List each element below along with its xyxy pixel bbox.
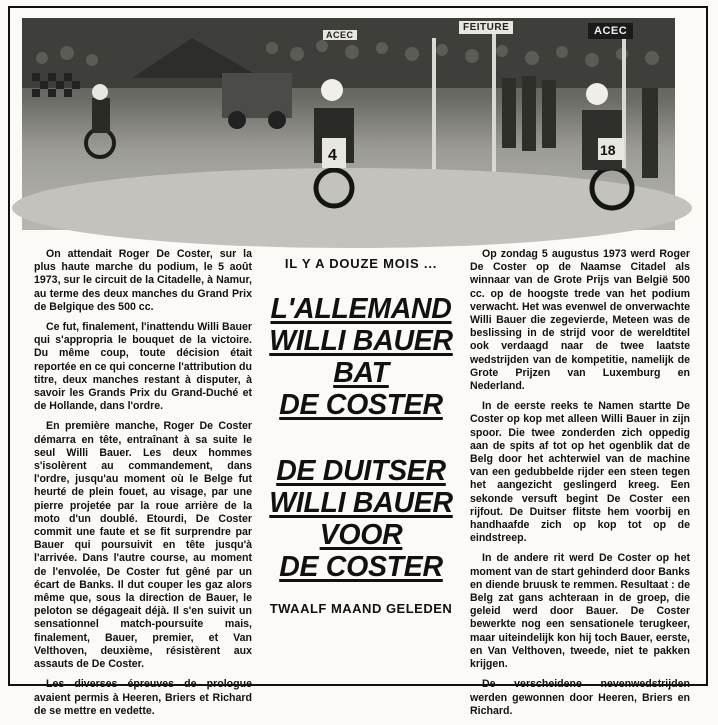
center-headlines (260, 248, 462, 616)
banner-sign: FEITURE (459, 21, 513, 34)
nl-paragraph: In de eerste reeks te Namen startte De Coster op kop met alleen Willi Bauer in zijn spoor. Die twee zonderden zich oppedig aan de spits af tot op het ogenblik dat de Belg door het achterwiel van de machine van een gedubbelde rijder een steen tegen het aangezicht geslingerd kreeg. Een sekonde versuft begint De Coster een rijfout. De Duitser flitste hem voorbij en handhaafde zich op kop tot op de eindstreep. (470, 400, 690, 545)
rider-number-4: 4 (328, 147, 337, 164)
article-frame (8, 6, 708, 717)
fr-paragraph: Ce fut, finalement, l'inattendu Willi Bauer qui s'appropria le bouquet de la victoire. Du même coup, toute décision était reportée en ce qui concerne l'attribution du titre, deux manches restant à disputer, à savoir les Grands Prix du Grand-Duché et de Hollande, dans l'ordre. (34, 321, 252, 413)
headline-line: WILLI BAUER (269, 325, 453, 357)
fr-paragraph: En première manche, Roger De Coster démarra en tête, entraînant à sa suite le seul Willi Bauer. Les deux hommes s'isolèrent au commandement, dans l'ordre, jusqu'au moment où le Belge fut heurté de plein fouet, au visage, par une pierre projetée par la roue arrière de la moto d'un doublé. Etourdi, De Coster commit une faute et se fit surprendre par Bauer qui poursuivit en tête jusqu'à l'arrivée. Dans l'autre course, au moment de l'envolée, De Coster fut gêné par un écart de Banks. Il dut couper les gaz alors même que, sous la direction de Bauer, le peloton se dégageait déjà. Il s'en suivit un sensationnel match-poursuite mais, finalement, Bauer, premier, et Van Velthoven, deuxième, résistèrent aux assauts de De Coster. (34, 420, 252, 671)
nl-paragraph: De verscheidene nevenwedstrijden werden gewonnen door Heeren, Briers en Richard. (470, 678, 690, 717)
headline-line: DE DUITSER (276, 455, 446, 487)
headline-line: BAT (333, 357, 389, 389)
nl-paragraph: Op zondag 5 augustus 1973 werd Roger De Coster op de Naamse Citadel als winnaar van de Grote Prijs van België 500 cc. op de hoogste trede van het podium verwacht. Het was evenwel de onverwachte Willi Bauer die zegevierde, Meteen was de beslissing in de strijd voor de wereldtitel ook verdaagd naar de twee laatste wedstrijden van de kompetitie, namelijk de Grote Prijzen van Luxemburg en Nederland. (470, 248, 690, 393)
headline-line: VOOR (319, 519, 403, 551)
kicker-dutch: TWAALF MAAND GELEDEN (269, 601, 453, 616)
rider-number-18: 18 (600, 142, 616, 158)
motocross-photo (22, 18, 675, 230)
headline-line: WILLI BAUER (269, 487, 453, 519)
fr-paragraph: On attendait Roger De Coster, sur la plus haute marche du podium, le 5 août 1973, sur le circuit de la Citadelle, à Namur, au terme des deux manches du Grand Prix de Belgique des 500 cc. (34, 248, 252, 313)
headline-line: DE COSTER (279, 389, 443, 421)
headline-line: L'ALLEMAND (270, 293, 452, 325)
article-dutch (470, 248, 690, 725)
headline-french (260, 293, 462, 421)
acec-sign-small: ACEC (323, 30, 357, 40)
nl-paragraph: In de andere rit werd De Coster op het moment van de start gehinderd door Banks en diende bruusk te remmen. Resultaat : de Belg zat gans achteraan in de groep, die geleid werd door Bauer. De Coster bewerkte nog een sensationele terugkeer, maar uiteindelijk kon hij toch Bauer, eerste, en Van Velthoven, tweede, niet te pakken krijgen. (470, 552, 690, 671)
article-french (34, 248, 252, 725)
kicker-french: IL Y A DOUZE MOIS ... (284, 256, 438, 271)
headline-line: DE COSTER (279, 551, 443, 583)
motocross-scene-illustration (22, 18, 675, 230)
headline-dutch (260, 455, 462, 583)
fr-paragraph: Les diverses épreuves de prologue avaient permis à Heeren, Briers et Richard de se mettre en vedette. (34, 678, 252, 717)
acec-sign: ACEC (588, 23, 633, 39)
